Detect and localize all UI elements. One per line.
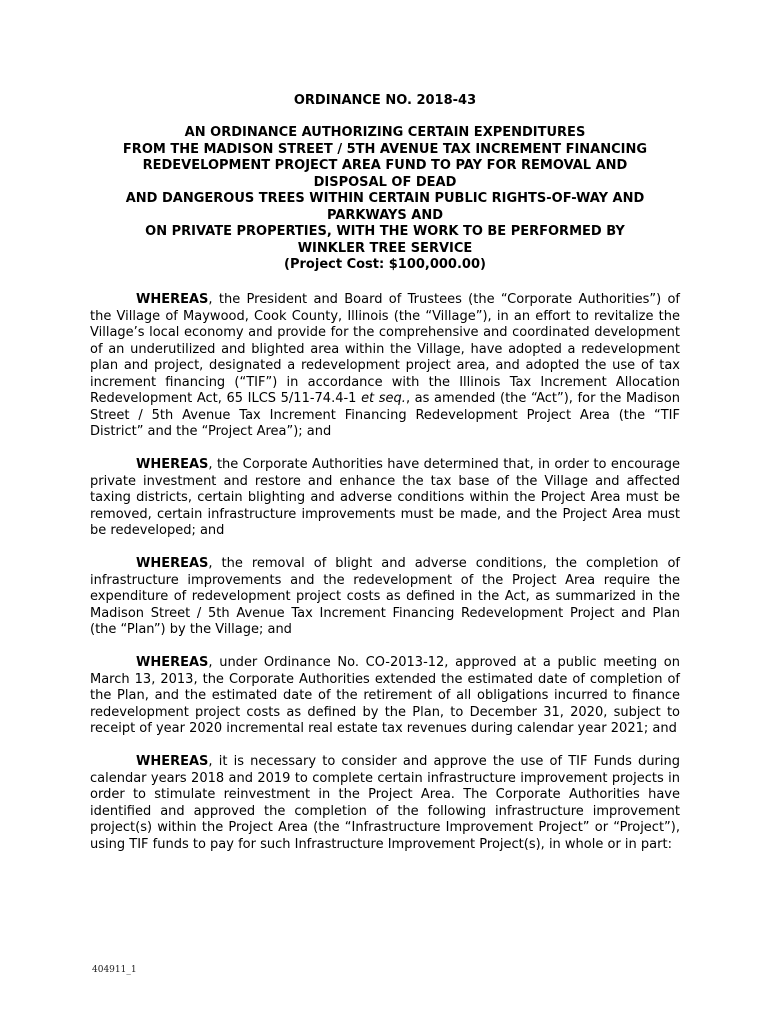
heading-line: PARKWAYS AND — [326, 207, 444, 223]
heading-line: FROM THE MADISON STREET / 5TH AVENUE TAX INCREMENT FINANCING — [122, 141, 648, 157]
paragraph-italic: et seq. — [361, 391, 406, 406]
heading-line: AND DANGEROUS TREES WITHIN CERTAIN PUBLIC RIGHTS-OF-WAY AND — [125, 191, 645, 206]
whereas-paragraph — [90, 754, 680, 853]
whereas-paragraph — [90, 292, 680, 441]
whereas-lead: WHEREAS — [136, 556, 209, 571]
ordinance-heading — [90, 125, 680, 274]
ordinance-body — [90, 292, 680, 870]
whereas-lead: WHEREAS — [136, 655, 209, 670]
paragraph-text: , the President and Board of Trustees (the “Corporate Authorities”) of the Village of Maywood, Cook County, Illinois (the “Village”), in an effort to revitalize the Village’s local economy and provide for the comprehensive and coordinated development of an underutilized and blighted area within the Village, have adopted a redevelopment plan and project, designated a redevelopment project area, and adopted the use of tax increment financing (“TIF”) in accordance with the Illinois Tax Increment Allocation Redevelopment Act, 65 ILCS 5/11-74.4-1 — [90, 292, 680, 406]
whereas-lead: WHEREAS — [136, 292, 209, 307]
paragraph-text: , the removal of blight and adverse conditions, the completion of infrastructure improvements and the redevelopment of the Project Area require the expenditure of redevelopment project costs as defined in the Act, as summarized in the Madison Street / 5th Avenue Tax Increment Financing Redevelopment Project and Plan (the “Plan”) by the Village; and — [90, 556, 680, 637]
paragraph-text: , as amended (the “Act”), for the Madison Street / 5th Avenue Tax Increment Financing Redevelopment Project Area (the “TIF District” and the “Project Area”); and — [90, 391, 681, 439]
paragraph-text: , the Corporate Authorities have determined that, in order to encourage private investment and restore and enhance the tax base of the Village and affected taxing districts, certain blighting and adverse conditions within the Project Area must be removed, certain infrastructure improvements must be made, and the Project Area must be redeveloped; and — [90, 457, 680, 538]
project-cost-line: (Project Cost: $100,000.00) — [284, 257, 486, 272]
heading-line: DISPOSAL OF DEAD — [313, 174, 457, 190]
whereas-paragraph — [90, 556, 680, 639]
heading-line: AN ORDINANCE AUTHORIZING CERTAIN EXPENDITURES — [184, 125, 586, 140]
whereas-paragraph — [90, 457, 680, 540]
heading-line: WINKLER TREE SERVICE — [297, 240, 473, 256]
document-id-footer: 404911_1 — [92, 965, 137, 975]
whereas-lead: WHEREAS — [136, 754, 209, 769]
paragraph-text: , under Ordinance No. CO-2013-12, approved at a public meeting on March 13, 2013, the Corporate Authorities extended the estimated date of completion of the Plan, and the estimated date of the retirement of all obligations incurred to finance redevelopment project costs as defined by the Plan, to December 31, 2020, subject to receipt of year 2020 incremental real estate tax revenues during calendar year 2021; and — [90, 655, 680, 736]
heading-line: ON PRIVATE PROPERTIES, WITH THE WORK TO BE PERFORMED BY — [145, 224, 625, 239]
whereas-lead: WHEREAS — [136, 457, 209, 472]
heading-line: REDEVELOPMENT PROJECT AREA FUND TO PAY FOR REMOVAL AND — [142, 158, 628, 173]
paragraph-text: , it is necessary to consider and approve the use of TIF Funds during calendar years 2018 and 2019 to complete certain infrastructure improvement projects in order to stimulate reinvestment in the Project Area. The Corporate Authorities have identified and approved the completion of the following infrastructure improvement project(s) within the Project Area (the “Infrastructure Improvement Project” or “Project”), using TIF funds to pay for such Infrastructure Improvement Project(s), in whole or in part: — [90, 754, 680, 852]
ordinance-number: ORDINANCE NO. 2018-43 — [293, 93, 477, 108]
whereas-paragraph — [90, 655, 680, 738]
